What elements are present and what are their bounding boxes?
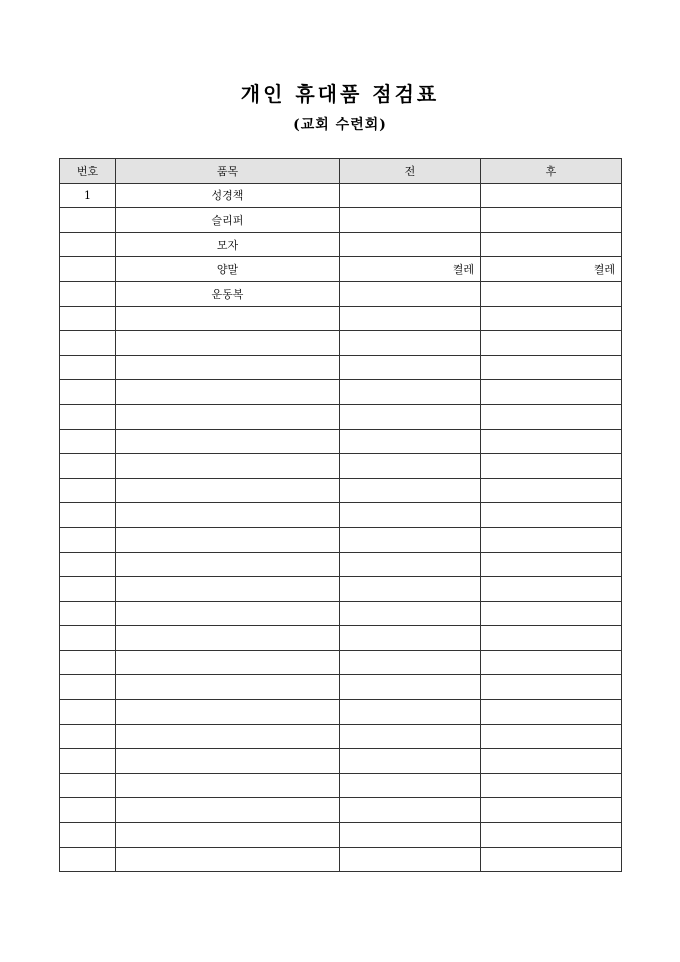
after-cell[interactable] (481, 552, 622, 577)
no-cell[interactable] (60, 577, 116, 602)
item-cell[interactable] (116, 478, 340, 503)
table-row (60, 429, 622, 454)
item-cell[interactable]: 슬리퍼 (116, 208, 340, 233)
before-cell[interactable] (340, 281, 481, 306)
item-cell[interactable] (116, 306, 340, 331)
item-cell[interactable]: 운동복 (116, 281, 340, 306)
item-cell[interactable] (116, 503, 340, 528)
item-cell[interactable] (116, 773, 340, 798)
before-cell[interactable] (340, 380, 481, 405)
after-cell[interactable] (481, 380, 622, 405)
no-cell[interactable] (60, 404, 116, 429)
before-cell[interactable] (340, 700, 481, 725)
item-cell[interactable] (116, 700, 340, 725)
table-row (60, 331, 622, 356)
table-row (60, 626, 622, 651)
after-cell[interactable] (481, 577, 622, 602)
after-cell[interactable] (481, 724, 622, 749)
item-cell[interactable] (116, 380, 340, 405)
before-cell[interactable]: 켤레 (340, 257, 481, 282)
table-row (60, 478, 622, 503)
no-cell[interactable] (60, 552, 116, 577)
table-row (60, 823, 622, 848)
no-cell[interactable] (60, 650, 116, 675)
after-cell[interactable] (481, 331, 622, 356)
no-cell[interactable] (60, 306, 116, 331)
table-row (60, 724, 622, 749)
before-cell[interactable] (340, 650, 481, 675)
table-header-row (60, 159, 622, 184)
no-cell[interactable] (60, 380, 116, 405)
before-cell[interactable] (340, 208, 481, 233)
after-cell[interactable] (481, 823, 622, 848)
header-after: 후 (481, 159, 622, 184)
table-row (60, 404, 622, 429)
table-row (60, 700, 622, 725)
before-cell[interactable] (340, 454, 481, 479)
after-cell[interactable]: 켤레 (481, 257, 622, 282)
item-cell[interactable] (116, 404, 340, 429)
after-cell[interactable] (481, 355, 622, 380)
no-cell[interactable] (60, 429, 116, 454)
table-row (60, 749, 622, 774)
no-cell[interactable] (60, 601, 116, 626)
after-cell[interactable] (481, 773, 622, 798)
item-cell[interactable]: 모자 (116, 232, 340, 257)
before-cell[interactable] (340, 183, 481, 208)
no-cell[interactable] (60, 281, 116, 306)
after-cell[interactable] (481, 749, 622, 774)
table-row (60, 380, 622, 405)
before-cell[interactable] (340, 503, 481, 528)
header-no: 번호 (60, 159, 116, 184)
table-row (60, 503, 622, 528)
after-cell[interactable] (481, 601, 622, 626)
table-row (60, 208, 622, 233)
no-cell[interactable] (60, 798, 116, 823)
document-subtitle: (교회 수련회) (293, 117, 387, 133)
item-cell[interactable] (116, 798, 340, 823)
item-cell[interactable] (116, 527, 340, 552)
after-cell[interactable] (481, 429, 622, 454)
table-row (60, 454, 622, 479)
no-cell[interactable] (60, 478, 116, 503)
before-cell[interactable] (340, 306, 481, 331)
no-cell[interactable] (60, 724, 116, 749)
table-row (60, 577, 622, 602)
after-cell[interactable] (481, 306, 622, 331)
table-row (60, 675, 622, 700)
before-cell[interactable] (340, 675, 481, 700)
no-cell[interactable] (60, 331, 116, 356)
after-cell[interactable] (481, 798, 622, 823)
before-cell[interactable] (340, 749, 481, 774)
table-row (60, 552, 622, 577)
no-cell[interactable] (60, 527, 116, 552)
after-cell[interactable] (481, 454, 622, 479)
table-row (60, 281, 622, 306)
no-cell[interactable] (60, 749, 116, 774)
header-before: 전 (340, 159, 481, 184)
no-cell[interactable]: 1 (60, 183, 116, 208)
before-cell[interactable] (340, 331, 481, 356)
after-cell[interactable] (481, 650, 622, 675)
no-cell[interactable] (60, 232, 116, 257)
before-cell[interactable] (340, 478, 481, 503)
after-cell[interactable] (481, 626, 622, 651)
before-cell[interactable] (340, 798, 481, 823)
after-cell[interactable] (481, 183, 622, 208)
after-cell[interactable] (481, 847, 622, 872)
table-row (60, 183, 622, 208)
table-row (60, 650, 622, 675)
item-cell[interactable] (116, 675, 340, 700)
table-row (60, 306, 622, 331)
no-cell[interactable] (60, 847, 116, 872)
item-cell[interactable]: 양말 (116, 257, 340, 282)
item-cell[interactable] (116, 601, 340, 626)
table-row (60, 355, 622, 380)
after-cell[interactable] (481, 700, 622, 725)
table-row (60, 847, 622, 872)
before-cell[interactable] (340, 823, 481, 848)
item-cell[interactable]: 성경책 (116, 183, 340, 208)
table-row (60, 257, 622, 282)
no-cell[interactable] (60, 675, 116, 700)
before-cell[interactable] (340, 724, 481, 749)
before-cell[interactable] (340, 355, 481, 380)
after-cell[interactable] (481, 503, 622, 528)
no-cell[interactable] (60, 503, 116, 528)
item-cell[interactable] (116, 847, 340, 872)
before-cell[interactable] (340, 429, 481, 454)
before-cell[interactable] (340, 601, 481, 626)
no-cell[interactable] (60, 700, 116, 725)
document-title: 개인 휴대품 점검표 (240, 82, 440, 106)
item-cell[interactable] (116, 577, 340, 602)
before-cell[interactable] (340, 232, 481, 257)
after-cell[interactable] (481, 527, 622, 552)
before-cell[interactable] (340, 527, 481, 552)
table-row (60, 773, 622, 798)
after-cell[interactable] (481, 478, 622, 503)
no-cell[interactable] (60, 823, 116, 848)
before-cell[interactable] (340, 404, 481, 429)
after-cell[interactable] (481, 281, 622, 306)
item-cell[interactable] (116, 552, 340, 577)
header-item: 품목 (116, 159, 340, 184)
no-cell[interactable] (60, 208, 116, 233)
before-cell[interactable] (340, 552, 481, 577)
after-cell[interactable] (481, 404, 622, 429)
before-cell[interactable] (340, 626, 481, 651)
no-cell[interactable] (60, 626, 116, 651)
before-cell[interactable] (340, 577, 481, 602)
item-cell[interactable] (116, 626, 340, 651)
item-cell[interactable] (116, 724, 340, 749)
after-cell[interactable] (481, 208, 622, 233)
item-cell[interactable] (116, 749, 340, 774)
table-row (60, 798, 622, 823)
no-cell[interactable] (60, 454, 116, 479)
no-cell[interactable] (60, 773, 116, 798)
item-cell[interactable] (116, 823, 340, 848)
table-row (60, 527, 622, 552)
no-cell[interactable] (60, 355, 116, 380)
after-cell[interactable] (481, 232, 622, 257)
item-cell[interactable] (116, 355, 340, 380)
before-cell[interactable] (340, 773, 481, 798)
no-cell[interactable] (60, 257, 116, 282)
table-row (60, 601, 622, 626)
checklist-table (59, 158, 622, 872)
item-cell[interactable] (116, 429, 340, 454)
after-cell[interactable] (481, 675, 622, 700)
item-cell[interactable] (116, 454, 340, 479)
item-cell[interactable] (116, 331, 340, 356)
table-row (60, 232, 622, 257)
before-cell[interactable] (340, 847, 481, 872)
item-cell[interactable] (116, 650, 340, 675)
